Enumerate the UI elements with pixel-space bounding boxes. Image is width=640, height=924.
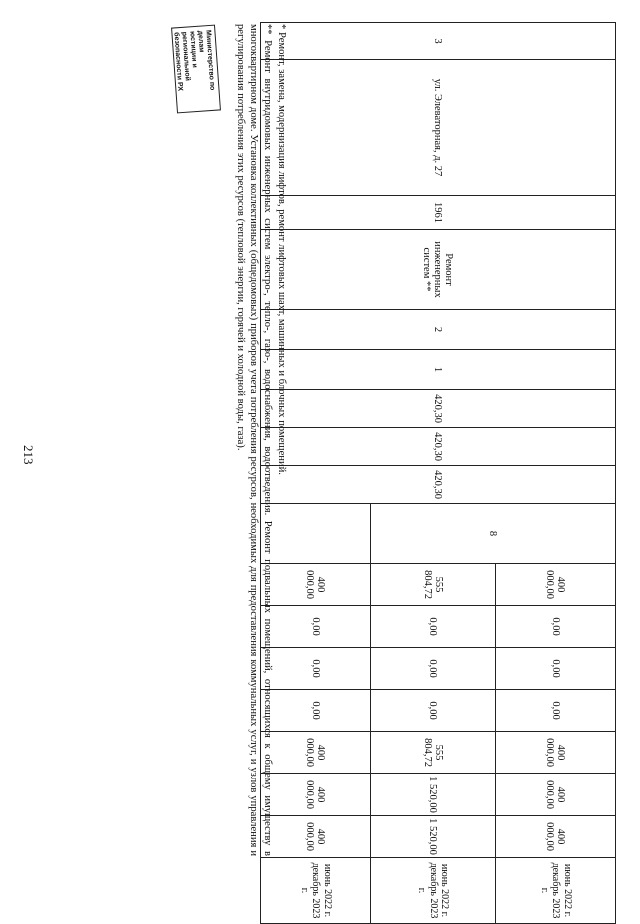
- rotated-page-content: [96, 22, 616, 919]
- period-end: декабрь 2023 г.: [538, 862, 562, 919]
- value-cell: 400 000,00: [261, 564, 371, 606]
- value-cell: 0,00: [261, 690, 371, 732]
- row-number-cell: 3: [261, 23, 616, 60]
- col-8-cell: 8: [371, 504, 616, 564]
- value-cell: 0,00: [496, 606, 616, 648]
- work-type-cell: Ремонт инженерных систем **: [261, 230, 616, 310]
- address-cell: ул. Элеваторная, д. 27: [261, 60, 616, 196]
- stamp-line: Министерство по делам: [196, 29, 216, 91]
- value-cell: 0,00: [371, 690, 496, 732]
- footnote-lifts: * Ремонт, замена, модернизация лифтов, ремонт лифтовых шахт, машинных и блочных помещений.: [276, 24, 287, 475]
- area-cell: 420,30: [261, 428, 616, 466]
- table-row: [496, 23, 616, 924]
- value-cell: 400 000,00: [261, 774, 371, 816]
- page-number: 213: [21, 445, 36, 465]
- repair-schedule-table: [260, 22, 616, 924]
- value-cell: 0,00: [496, 690, 616, 732]
- period-cell: [371, 858, 496, 924]
- period-start: июнь 2022 г.: [561, 863, 573, 918]
- value-cell: 400 000,00: [496, 564, 616, 606]
- value-cell: 400 000,00: [496, 732, 616, 774]
- count-cell: 1: [261, 350, 616, 390]
- value-cell: 0,00: [261, 606, 371, 648]
- stamp-line: безопасности РХ: [172, 32, 184, 92]
- stamp-line: юстиции и региональной: [180, 30, 198, 82]
- period-start: июнь 2022 г.: [439, 863, 451, 918]
- period-cell: [261, 858, 371, 924]
- value-cell: 0,00: [371, 606, 496, 648]
- period-end: декабрь 2023 г.: [416, 862, 439, 919]
- value-cell: 1 520,00: [371, 774, 496, 816]
- footnotes: [233, 24, 288, 856]
- period-start: июнь 2022 г.: [321, 863, 333, 918]
- area-cell: 420,30: [261, 390, 616, 428]
- value-cell: 400 000,00: [496, 816, 616, 858]
- period-cell: [496, 858, 616, 924]
- value-cell: 0,00: [496, 648, 616, 690]
- value-cell: 400 000,00: [261, 816, 371, 858]
- year-cell: 1961: [261, 196, 616, 230]
- value-cell: 400 000,00: [496, 774, 616, 816]
- value-cell: 555 804,72: [371, 564, 496, 606]
- footnote-engineering-systems: ** Ремонт внутридомовых инженерных систем электро-, тепло-, газо-, водоснабжения, водоотведения. Ремонт подвальных помещений, относящихся к общему имуществу в многоквартирном доме. Установка коллективных (общедомовых) приборов учета потребления ресурсов, необходимых для предоставления коммунальных услуг, и узлов управления и регулирования потребления этих ресурсов (тепловой энергии, горячей и холодной воды, газа).: [234, 24, 274, 856]
- value-cell: 400 000,00: [261, 732, 371, 774]
- value-cell: 0,00: [371, 648, 496, 690]
- value-cell: 1 520,00: [371, 816, 496, 858]
- ministry-stamp: [171, 25, 221, 114]
- value-cell: 0,00: [261, 648, 371, 690]
- count-cell: 2: [261, 310, 616, 350]
- period-end: декабрь 2023 г.: [298, 862, 322, 919]
- value-cell: 555 804,72: [371, 732, 496, 774]
- area-cell: 420,30: [261, 466, 616, 504]
